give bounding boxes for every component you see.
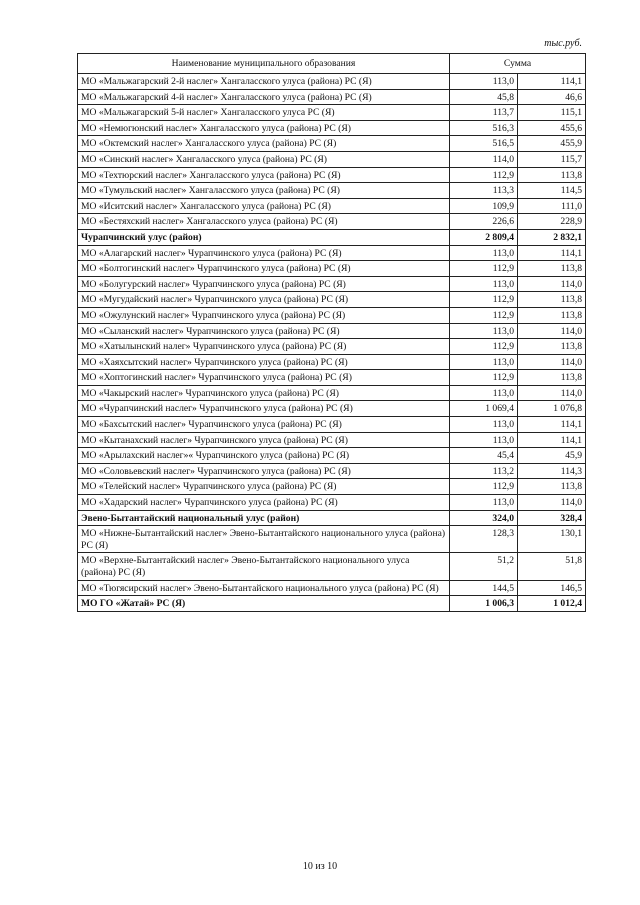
cell-name: МО «Чакырский наслег» Чурапчинского улуса (района) РС (Я) [78, 385, 450, 401]
table-row [78, 136, 586, 152]
cell-value-2: 114,0 [518, 276, 586, 292]
table-row-total [78, 229, 586, 245]
table-row [78, 448, 586, 464]
table-row [78, 323, 586, 339]
cell-name: МО «Хаяхсытский наслег» Чурапчинского улуса (района) РС (Я) [78, 354, 450, 370]
cell-value-1: 45,4 [450, 448, 518, 464]
cell-name: МО «Чурапчинский наслег» Чурапчинского улуса (района) РС (Я) [78, 401, 450, 417]
cell-value-2: 114,1 [518, 245, 586, 261]
cell-value-1: 112,9 [450, 292, 518, 308]
cell-value-2: 114,3 [518, 463, 586, 479]
cell-value-2: 114,0 [518, 495, 586, 511]
table-row [78, 105, 586, 121]
table-row [78, 401, 586, 417]
cell-value-1: 112,9 [450, 479, 518, 495]
cell-value-2: 115,7 [518, 151, 586, 167]
cell-value-2: 113,8 [518, 479, 586, 495]
table-row [78, 463, 586, 479]
table-row [78, 385, 586, 401]
cell-value-1: 113,0 [450, 323, 518, 339]
cell-value-1: 113,0 [450, 432, 518, 448]
cell-value-2: 114,1 [518, 74, 586, 90]
cell-value-2: 114,0 [518, 385, 586, 401]
cell-name: МО «Тумульский наслег» Хангаласского улуса (района) РС (Я) [78, 183, 450, 199]
cell-name: МО «Мальжагарский 5-й наслег» Хангаласского улуса РС (Я) [78, 105, 450, 121]
cell-value-2: 146,5 [518, 580, 586, 596]
cell-name: МО «Арылахский наслег»« Чурапчинского улуса (района) РС (Я) [78, 448, 450, 464]
table-row-total [78, 596, 586, 612]
cell-name: Эвено-Бытантайский национальный улус (район) [78, 510, 450, 526]
cell-value-1: 113,7 [450, 105, 518, 121]
cell-value-2: 455,9 [518, 136, 586, 152]
cell-name: МО «Техтюрский наслег» Хангаласского улуса (района) РС (Я) [78, 167, 450, 183]
cell-value-1: 113,0 [450, 276, 518, 292]
cell-value-1: 112,9 [450, 167, 518, 183]
cell-value-1: 45,8 [450, 89, 518, 105]
table-row [78, 339, 586, 355]
cell-value-1: 128,3 [450, 526, 518, 553]
cell-value-2: 113,8 [518, 292, 586, 308]
table-row [78, 276, 586, 292]
cell-name: МО «Хадарский наслег» Чурапчинского улуса (района) РС (Я) [78, 495, 450, 511]
cell-value-2: 1 012,4 [518, 596, 586, 612]
cell-name: МО «Верхне-Бытантайский наслег» Эвено-Бытантайского национального улуса (района) РС (Я) [78, 553, 450, 580]
cell-name: МО «Бахсытский наслег» Чурапчинского улуса (района) РС (Я) [78, 417, 450, 433]
cell-name: МО «Кытанахский наслег» Чурапчинского улуса (района) РС (Я) [78, 432, 450, 448]
cell-name: МО «Ожулунский наслег» Чурапчинского улуса (района) РС (Я) [78, 307, 450, 323]
table-row [78, 479, 586, 495]
cell-value-2: 114,0 [518, 354, 586, 370]
table-row [78, 495, 586, 511]
table-row [78, 553, 586, 580]
cell-value-1: 112,9 [450, 261, 518, 277]
cell-name: МО «Октемский наслег» Хангаласского улуса (района) РС (Я) [78, 136, 450, 152]
table-row [78, 74, 586, 90]
table-row [78, 167, 586, 183]
table-row [78, 432, 586, 448]
cell-name: МО «Немюгюнский наслег» Хангаласского улуса (района) РС (Я) [78, 120, 450, 136]
cell-name: МО «Иситский наслег» Хангаласского улуса (района) РС (Я) [78, 198, 450, 214]
cell-value-2: 114,5 [518, 183, 586, 199]
table-row [78, 245, 586, 261]
table-row [78, 307, 586, 323]
cell-name: МО «Сыланский наслег» Чурапчинского улуса (района) РС (Я) [78, 323, 450, 339]
cell-value-2: 2 832,1 [518, 229, 586, 245]
cell-name: МО «Болтогинский наслег» Чурапчинского улуса (района) РС (Я) [78, 261, 450, 277]
budget-table [77, 53, 586, 612]
cell-value-1: 51,2 [450, 553, 518, 580]
cell-value-2: 111,0 [518, 198, 586, 214]
cell-value-1: 113,0 [450, 245, 518, 261]
cell-value-1: 112,9 [450, 307, 518, 323]
header-sum: Сумма [450, 54, 586, 74]
table-row [78, 292, 586, 308]
header-name: Наименование муниципального образования [78, 54, 450, 74]
cell-value-1: 112,9 [450, 370, 518, 386]
cell-name: МО «Болугурский наслег» Чурапчинского улуса (района) РС (Я) [78, 276, 450, 292]
cell-name: МО «Хоптогинский наслег» Чурапчинского улуса (района) РС (Я) [78, 370, 450, 386]
cell-value-1: 144,5 [450, 580, 518, 596]
cell-value-2: 114,1 [518, 417, 586, 433]
table-row [78, 370, 586, 386]
cell-value-1: 113,0 [450, 74, 518, 90]
table-header-row [78, 54, 586, 74]
table-row [78, 417, 586, 433]
table-row-total [78, 510, 586, 526]
cell-value-1: 324,0 [450, 510, 518, 526]
cell-value-2: 113,8 [518, 370, 586, 386]
cell-name: Чурапчинский улус (район) [78, 229, 450, 245]
cell-value-2: 130,1 [518, 526, 586, 553]
cell-value-2: 113,8 [518, 307, 586, 323]
cell-value-2: 455,6 [518, 120, 586, 136]
cell-value-1: 1 006,3 [450, 596, 518, 612]
cell-name: МО «Бестяхский наслег» Хангаласского улуса (района) РС (Я) [78, 214, 450, 230]
table-row [78, 354, 586, 370]
cell-value-1: 112,9 [450, 339, 518, 355]
cell-value-2: 114,0 [518, 323, 586, 339]
cell-value-2: 1 076,8 [518, 401, 586, 417]
cell-value-1: 113,0 [450, 354, 518, 370]
cell-name: МО «Мальжагарский 4-й наслег» Хангаласского улуса (района) РС (Я) [78, 89, 450, 105]
cell-value-1: 113,2 [450, 463, 518, 479]
cell-value-1: 114,0 [450, 151, 518, 167]
table-row [78, 151, 586, 167]
cell-name: МО «Тюгясирский наслег» Эвено-Бытантайского национального улуса (района) РС (Я) [78, 580, 450, 596]
table-body [78, 74, 586, 612]
cell-name: МО «Мальжагарский 2-й наслег» Хангаласского улуса (района) РС (Я) [78, 74, 450, 90]
cell-name: МО «Хатылынский налег» Чурапчинского улуса (района) РС (Я) [78, 339, 450, 355]
cell-value-1: 113,0 [450, 495, 518, 511]
cell-value-1: 1 069,4 [450, 401, 518, 417]
cell-value-2: 114,1 [518, 432, 586, 448]
cell-value-1: 516,5 [450, 136, 518, 152]
cell-value-2: 113,8 [518, 261, 586, 277]
cell-name: МО «Соловьевский наслег» Чурапчинского улуса (района) РС (Я) [78, 463, 450, 479]
cell-value-1: 109,9 [450, 198, 518, 214]
cell-value-2: 228,9 [518, 214, 586, 230]
cell-value-1: 2 809,4 [450, 229, 518, 245]
cell-name: МО ГО «Жатай» РС (Я) [78, 596, 450, 612]
cell-name: МО «Мугудайский наслег» Чурапчинского улуса (района) РС (Я) [78, 292, 450, 308]
table-row [78, 120, 586, 136]
cell-value-1: 113,0 [450, 385, 518, 401]
unit-label: тыс.руб. [544, 38, 582, 49]
cell-value-1: 516,3 [450, 120, 518, 136]
cell-value-2: 46,6 [518, 89, 586, 105]
cell-value-1: 113,3 [450, 183, 518, 199]
cell-value-2: 51,8 [518, 553, 586, 580]
cell-value-2: 113,8 [518, 339, 586, 355]
page-number: 10 из 10 [302, 861, 338, 872]
table-row [78, 261, 586, 277]
table-row [78, 198, 586, 214]
table-row [78, 89, 586, 105]
cell-value-2: 113,8 [518, 167, 586, 183]
table-row [78, 526, 586, 553]
cell-name: МО «Синский наслег» Хангаласского улуса (района) РС (Я) [78, 151, 450, 167]
cell-value-1: 226,6 [450, 214, 518, 230]
cell-value-1: 113,0 [450, 417, 518, 433]
cell-name: МО «Алагарский наслег» Чурапчинского улуса (района) РС (Я) [78, 245, 450, 261]
cell-name: МО «Телейский наслег» Чурапчинского улуса (района) РС (Я) [78, 479, 450, 495]
table-row [78, 580, 586, 596]
cell-value-2: 115,1 [518, 105, 586, 121]
cell-value-2: 45,9 [518, 448, 586, 464]
cell-value-2: 328,4 [518, 510, 586, 526]
table-row [78, 183, 586, 199]
cell-name: МО «Нижне-Бытантайский наслег» Эвено-Бытантайского национального улуса (района) РС (Я) [78, 526, 450, 553]
table-row [78, 214, 586, 230]
